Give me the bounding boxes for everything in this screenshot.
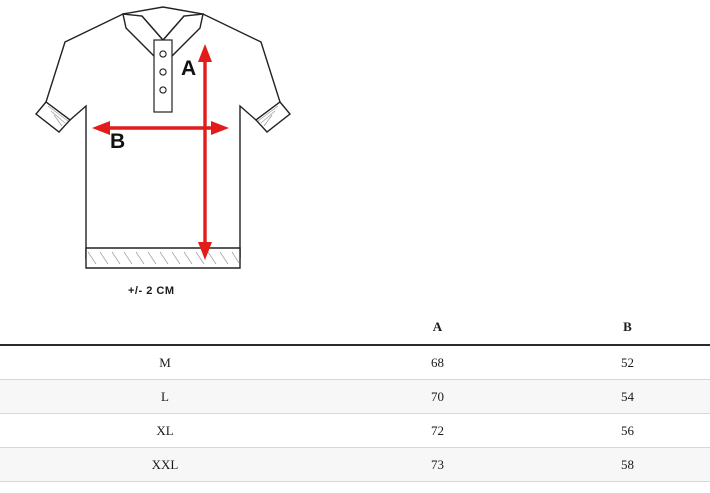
- size-table: [0, 310, 710, 482]
- cell-b: 54: [621, 388, 634, 404]
- cell-size: XXL: [151, 456, 179, 472]
- cell-a: 68: [431, 354, 444, 370]
- button-placket: [154, 40, 172, 112]
- table-row: [0, 414, 710, 448]
- header-measure-b: B: [545, 310, 710, 345]
- table-header-row: [0, 310, 710, 345]
- cell-b: 56: [621, 422, 634, 438]
- cell-size: L: [161, 388, 169, 404]
- header-measure-a: A: [330, 310, 545, 345]
- cell-size: M: [159, 354, 171, 370]
- header-size: [0, 310, 330, 345]
- diagram-label-b: B: [110, 130, 126, 153]
- table-row: [0, 448, 710, 482]
- table-header: [0, 310, 710, 345]
- cell-a: 73: [431, 456, 444, 472]
- table-row: [0, 345, 710, 380]
- table-body: [0, 345, 710, 482]
- table-row: [0, 380, 710, 414]
- tolerance-note: +/- 2 CM: [128, 285, 175, 297]
- cell-size: XL: [156, 422, 174, 438]
- diagram-label-a: A: [181, 57, 197, 80]
- cell-a: 72: [431, 422, 444, 438]
- cell-b: 52: [621, 354, 634, 370]
- cell-b: 58: [621, 456, 634, 472]
- polo-shirt-illustration: [18, 2, 308, 292]
- cell-a: 70: [431, 388, 444, 404]
